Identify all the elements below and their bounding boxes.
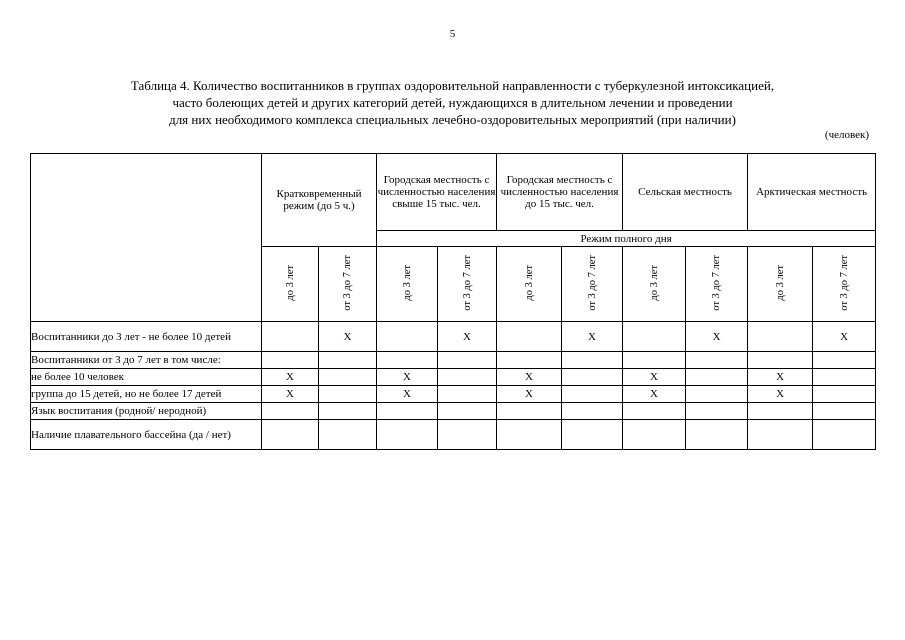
age-header-under-3: до 3 лет — [262, 247, 319, 322]
table-cell — [748, 352, 813, 369]
table-cell — [748, 403, 813, 420]
table-cell: Х — [623, 369, 686, 386]
table-cell — [748, 420, 813, 450]
table-cell — [438, 420, 497, 450]
table-cell — [497, 352, 562, 369]
table-cell — [623, 403, 686, 420]
age-header-3-to-7: от 3 до 7 лет — [438, 247, 497, 322]
table-cell — [319, 420, 377, 450]
table-cell — [623, 322, 686, 352]
full-day-header: Режим полного дня — [377, 231, 876, 247]
table-cell — [319, 369, 377, 386]
row-label: Воспитанники от 3 до 7 лет в том числе: — [31, 352, 262, 369]
table-body — [31, 322, 876, 450]
table-cell: Х — [748, 386, 813, 403]
table-cell — [262, 420, 319, 450]
table-cell: Х — [262, 386, 319, 403]
age-header-under-3: до 3 лет — [623, 247, 686, 322]
table-cell — [377, 403, 438, 420]
table-cell — [813, 403, 876, 420]
table-cell — [319, 386, 377, 403]
age-header-under-3: до 3 лет — [377, 247, 438, 322]
table-row — [31, 352, 876, 369]
table-cell: Х — [748, 369, 813, 386]
group-header-rural: Сельская местность — [623, 154, 748, 231]
table-cell — [623, 352, 686, 369]
table-cell — [377, 420, 438, 450]
age-header-3-to-7: от 3 до 7 лет — [319, 247, 377, 322]
page-number: 5 — [449, 28, 456, 40]
table-cell: Х — [623, 386, 686, 403]
table-cell: Х — [377, 386, 438, 403]
table-cell: Х — [562, 322, 623, 352]
title-line: часто болеющих детей и других категорий детей, нуждающихся в длительном лечении и проведении — [172, 95, 733, 110]
group-header-urban-large: Городская местность с численностью населения свыше 15 тыс. чел. — [377, 154, 497, 231]
table-cell — [497, 403, 562, 420]
table-cell — [813, 420, 876, 450]
table-cell — [262, 322, 319, 352]
row-label: Наличие плавательного бассейна (да / нет) — [31, 420, 262, 450]
table-cell — [438, 369, 497, 386]
table-cell — [438, 386, 497, 403]
row-header-corner — [31, 154, 262, 322]
table-row — [31, 420, 876, 450]
table-cell — [319, 403, 377, 420]
table-cell — [377, 352, 438, 369]
table-cell — [562, 352, 623, 369]
table-cell: Х — [686, 322, 748, 352]
table-cell — [686, 369, 748, 386]
table-cell: Х — [377, 369, 438, 386]
table-row — [31, 322, 876, 352]
table-cell: Х — [438, 322, 497, 352]
table-cell — [497, 322, 562, 352]
table-cell — [562, 403, 623, 420]
group-header-arctic: Арктическая местность — [748, 154, 876, 231]
table-cell: Х — [319, 322, 377, 352]
age-header-3-to-7: от 3 до 7 лет — [686, 247, 748, 322]
age-header-under-3: до 3 лет — [497, 247, 562, 322]
table-title — [60, 77, 845, 128]
table-cell — [748, 322, 813, 352]
table-cell — [623, 420, 686, 450]
table-cell — [813, 369, 876, 386]
group-header-short-stay: Кратковременный режим (до 5 ч.) — [262, 154, 377, 247]
table-cell — [562, 420, 623, 450]
table-cell — [497, 420, 562, 450]
table-cell — [262, 352, 319, 369]
table-cell — [686, 386, 748, 403]
row-label: не более 10 человек — [31, 369, 262, 386]
age-header-3-to-7: от 3 до 7 лет — [562, 247, 623, 322]
age-header-under-3: до 3 лет — [748, 247, 813, 322]
table-cell — [686, 420, 748, 450]
table-cell — [562, 369, 623, 386]
table-cell — [813, 386, 876, 403]
table-cell — [686, 403, 748, 420]
row-label: Язык воспитания (родной/ неродной) — [31, 403, 262, 420]
table-cell: Х — [497, 369, 562, 386]
unit-label: (человек) — [824, 129, 869, 141]
data-table — [30, 153, 876, 450]
group-header-urban-small: Городская местность с численностью населения до 15 тыс. чел. — [497, 154, 623, 231]
title-line: Таблица 4. Количество воспитанников в группах оздоровительной направленности с туберкулезной интоксикацией, — [130, 78, 775, 93]
table-cell — [377, 322, 438, 352]
table-cell — [319, 352, 377, 369]
table-cell — [438, 403, 497, 420]
table-cell — [438, 352, 497, 369]
table-cell — [686, 352, 748, 369]
table-row — [31, 386, 876, 403]
table-cell: Х — [497, 386, 562, 403]
table-row — [31, 369, 876, 386]
table-cell: Х — [262, 369, 319, 386]
table-cell — [562, 386, 623, 403]
table-row — [31, 403, 876, 420]
table-cell — [262, 403, 319, 420]
age-header-3-to-7: от 3 до 7 лет — [813, 247, 876, 322]
row-label: Воспитанники до 3 лет - не более 10 детей — [31, 322, 262, 352]
title-line: для них необходимого комплекса специальных лечебно-оздоровительных мероприятий (при наличии) — [169, 112, 736, 127]
row-label: группа до 15 детей, но не более 17 детей — [31, 386, 262, 403]
table-cell: Х — [813, 322, 876, 352]
table-cell — [813, 352, 876, 369]
